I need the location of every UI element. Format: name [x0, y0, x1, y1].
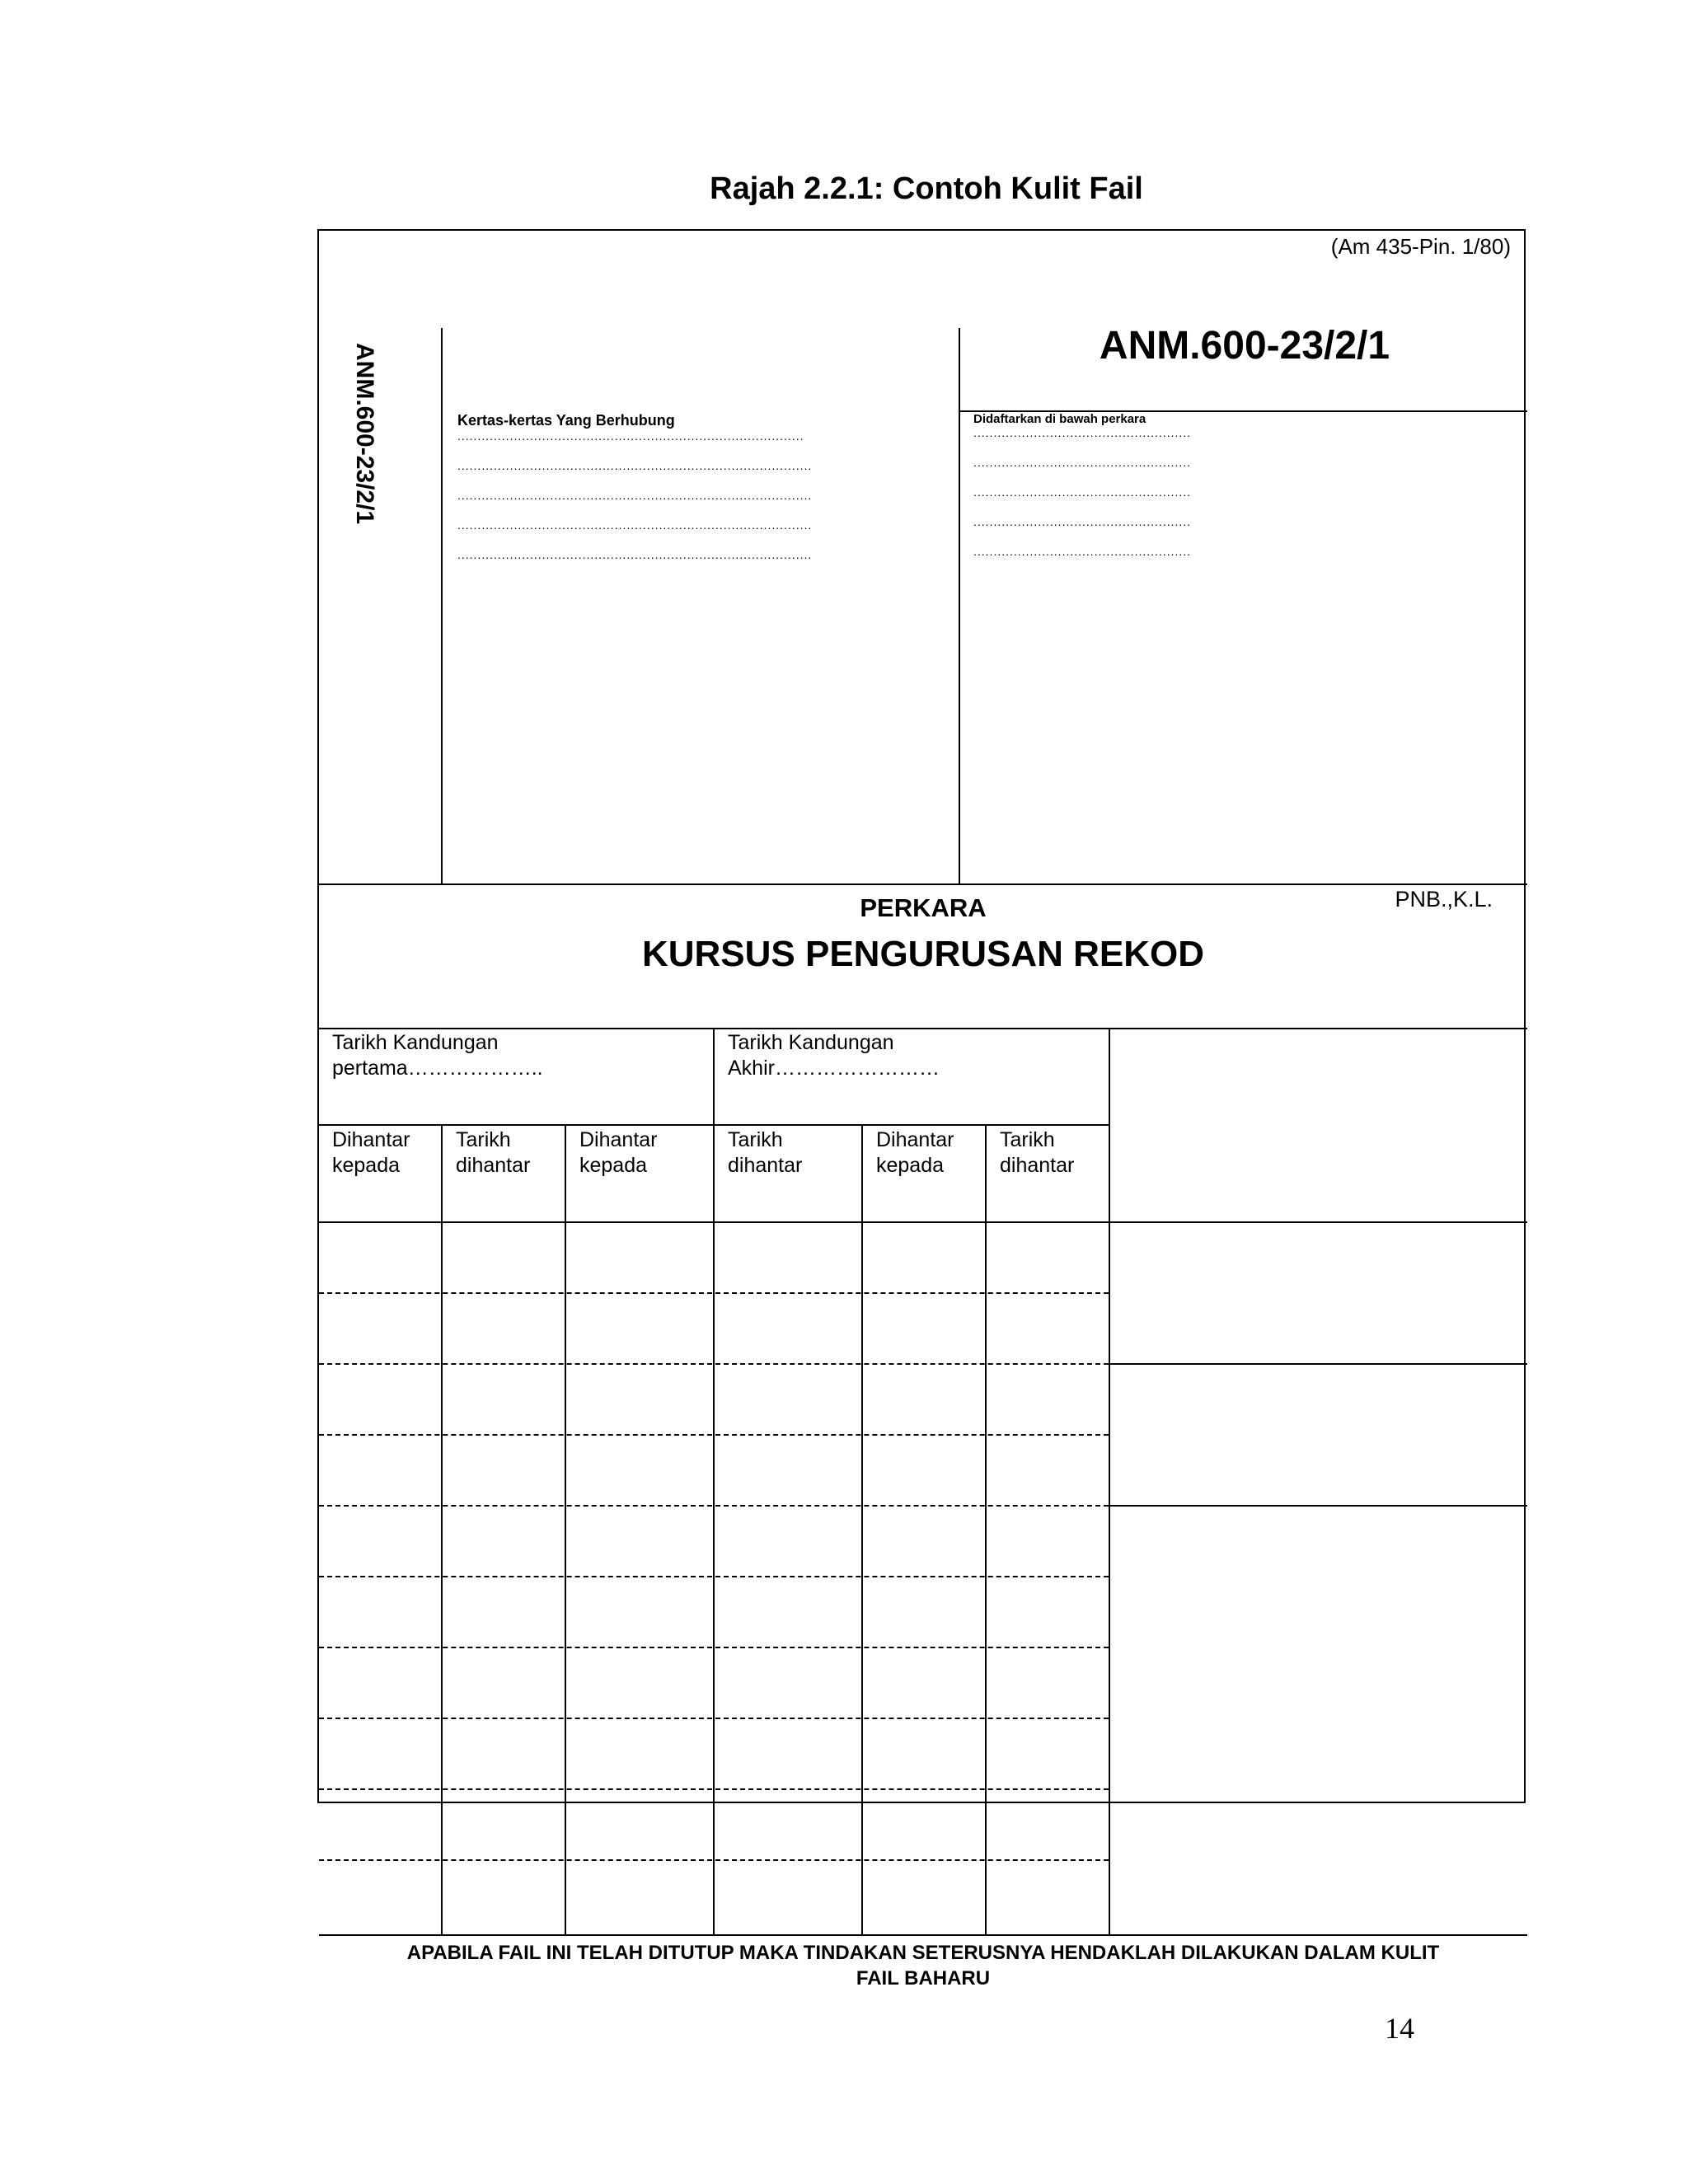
column-header: [332, 1127, 410, 1179]
table-row-divider: [319, 1647, 1109, 1648]
related-papers-line: ........................................................................................: [457, 548, 813, 561]
page-number: 14: [1385, 2012, 1414, 2045]
perkara-label: PERKARA: [860, 893, 987, 922]
column-header: [1000, 1127, 1074, 1179]
table-row-divider: [319, 1363, 1109, 1365]
related-papers-line: ......................................................................................: [457, 429, 804, 443]
column-header-line2: kepada: [332, 1154, 401, 1177]
subject-title: KURSUS PENGURUSAN REKOD: [641, 934, 1205, 974]
column-header-line1: Tarikh: [728, 1128, 783, 1151]
file-number: ANM.600-23/2/1: [1099, 324, 1390, 368]
closing-instruction: [335, 1940, 1511, 1991]
right-panel-divider: [1109, 1505, 1527, 1507]
column-divider: [565, 1124, 566, 1936]
figure-title: Rajah 2.2.1: Contoh Kulit Fail: [710, 171, 1143, 206]
table-row-divider: [319, 1576, 1109, 1577]
file-cover-form: [317, 229, 1526, 1990]
column-header-line1: Dihantar: [579, 1128, 658, 1151]
column-header-line2: dihantar: [1000, 1154, 1075, 1177]
registered-under-line: ......................................................: [973, 485, 1192, 499]
column-header-line1: Dihantar: [332, 1128, 410, 1151]
table-row-divider: [319, 1505, 1109, 1507]
related-papers-line: ........................................................................................: [457, 459, 813, 472]
column-divider: [441, 1124, 443, 1936]
form-code: (Am 435-Pin. 1/80): [1330, 234, 1511, 259]
column-header-line1: Tarikh: [1000, 1128, 1055, 1151]
first-content-date-line2: pertama………………..: [332, 1057, 543, 1080]
table-row-divider: [319, 1434, 1109, 1436]
office-code: PNB.,K.L.: [1395, 887, 1493, 912]
last-content-date: [728, 1030, 940, 1081]
column-header-line2: dihantar: [728, 1154, 803, 1177]
column-header: [456, 1127, 530, 1179]
related-papers-line: ........................................................................................: [457, 518, 813, 532]
related-papers-line: ........................................................................................: [457, 489, 813, 502]
first-content-date: [332, 1030, 543, 1081]
column-header: [728, 1127, 802, 1179]
divider-table-top: [319, 1028, 1527, 1029]
closing-instruction-line2: FAIL BAHARU: [856, 1967, 991, 1990]
table-row-divider: [319, 1859, 1109, 1861]
registered-under-line: ......................................................: [973, 515, 1192, 528]
column-divider: [861, 1124, 863, 1936]
registered-under-label: Didaftarkan di bawah perkara: [973, 412, 1146, 426]
column-divider: [985, 1124, 987, 1936]
related-papers-section: [457, 412, 870, 569]
right-panel-divider: [1109, 1363, 1527, 1365]
closing-instruction-line1: APABILA FAIL INI TELAH DITUTUP MAKA TINDAKAN SETERUSNYA HENDAKLAH DILAKUKAN DALAM KULIT: [406, 1942, 1440, 1964]
registered-under-section: [973, 412, 1303, 566]
column-header-line2: kepada: [579, 1154, 648, 1177]
table-row-divider: [319, 1718, 1109, 1719]
last-content-date-line1: Tarikh Kandungan: [728, 1031, 894, 1054]
registered-under-line: ......................................................: [973, 545, 1192, 558]
table-row-divider: [319, 1292, 1109, 1294]
registered-under-line: ......................................................: [973, 426, 1192, 439]
last-content-date-line2: Akhir……………………: [728, 1057, 940, 1080]
column-header-line2: dihantar: [456, 1154, 531, 1177]
divider-perkara-top: [319, 883, 1527, 885]
divider-left: [441, 328, 443, 885]
column-divider: [713, 1028, 715, 1936]
column-header-line2: kepada: [876, 1154, 945, 1177]
table-row-divider: [319, 1788, 1109, 1790]
related-papers-label: Kertas-kertas Yang Berhubung: [457, 412, 675, 429]
column-header-line1: Dihantar: [876, 1128, 954, 1151]
registered-under-line: ......................................................: [973, 456, 1192, 469]
column-divider-right: [1109, 1028, 1110, 1936]
column-header-line1: Tarikh: [456, 1128, 511, 1151]
side-file-number: ANM.600-23/2/1: [351, 343, 378, 525]
column-header: [876, 1127, 954, 1179]
divider-header-bottom: [319, 1221, 1527, 1223]
first-content-date-line1: Tarikh Kandungan: [332, 1031, 499, 1054]
column-header: [579, 1127, 658, 1179]
divider-table-bottom: [319, 1934, 1527, 1936]
